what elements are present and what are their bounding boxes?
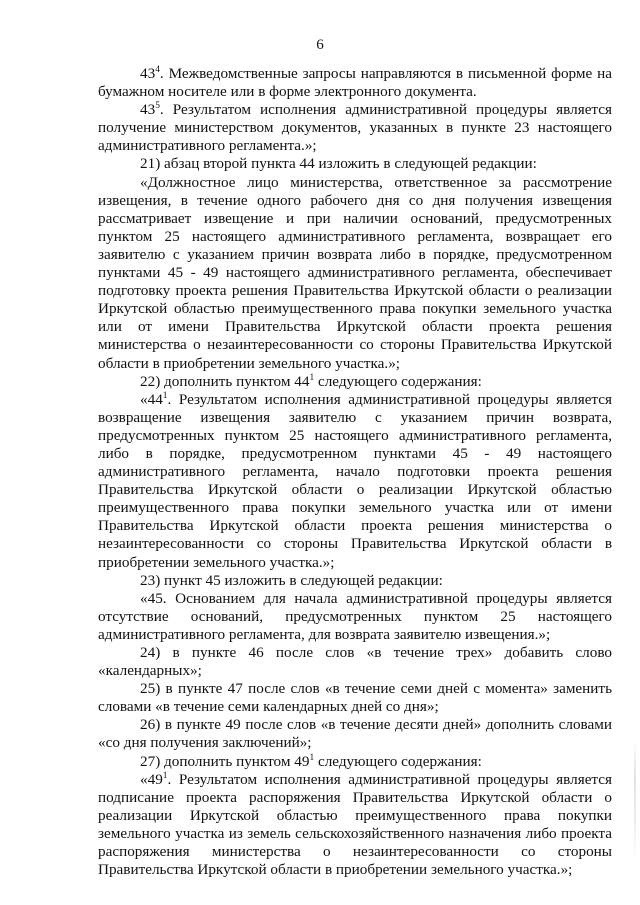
paragraph-prefix: «49: [140, 770, 163, 788]
paragraph-43-5: [98, 101, 612, 155]
paragraph-text: . Результатом исполнения административной процедуры является получение министерством документов, указанных в пункте 23 настоящего административного регламента.»;: [98, 101, 612, 155]
paragraph-prefix: 43: [140, 101, 156, 119]
paragraph-text: 26) в пункте 49 после слов «в течение десяти дней» дополнить словами «со дня получения заключений»;: [98, 716, 612, 752]
paragraph-text: . Результатом исполнения административной процедуры является подписание проекта распоряжения Правительства Иркутской области о реализации Иркутской областью преимущественного права покупки земельного участка из земель сельскохозяйственного назначения либо проекта распоряжения министерства о незаинтересованности со стороны Правительства Иркутской области в приобретении земельного участка.»;: [98, 770, 612, 879]
superscript: 1: [309, 752, 315, 763]
paragraph-item-26: [98, 716, 612, 752]
paragraph-text: «Должностное лицо министерства, ответственное за рассмотрение извещения, в течение одного рабочего дня со дня получения извещения рассматривает извещение и при наличии оснований, предусмотренных пунктом 25 настоящего административного регламента, возвращает его заявителю с указанием причин возврата либо в порядке, предусмотренном пунктами 45 - 49 настоящего административного регламента, обеспечивает подготовку проекта решения Правительства Иркутской области о реализации Иркутской областью преимущественного права покупки земельного участка или от имени Правительства Иркутской области проекта решения министерства о незаинтересованности со стороны Правительства Иркутской области в приобретении земельного участка.»;: [98, 173, 612, 372]
paragraph-item-25: [98, 680, 612, 716]
paragraph-text: 24) в пункте 46 после слов «в течение трех» добавить слово «календарных»;: [98, 644, 612, 680]
paragraph-text: . Результатом исполнения административной процедуры является возвращение извещения заявителю с указанием причин возврата, предусмотренных пунктом 25 настоящего административного регламента, либо в порядке, предусмотренном пунктами 45 - 49 настоящего административного регламента, начало подготовки проекта решения Правительства Иркутской области о реализации Иркутской областью преимущественного права покупки земельного участка или от имени Правительства Иркутской области проекта решения министерства о незаинтересованности со стороны Правительства Иркутской области в приобретении земельного участка.»;: [98, 390, 612, 571]
paragraph-item-22: [98, 373, 612, 391]
paragraph-text: 25) в пункте 47 после слов «в течение семи дней с момента» заменить словами «в течение семи календарных дней со дня»;: [98, 680, 612, 716]
paragraph-item-23: [98, 572, 612, 590]
paragraph-text: 23) пункт 45 изложить в следующей редакции:: [140, 571, 443, 589]
document-body: [98, 65, 612, 879]
paragraph-text: следующего содержания:: [314, 752, 482, 770]
paragraph-item-21: [98, 155, 612, 173]
paragraph-prefix: 22) дополнить пунктом 44: [140, 372, 310, 390]
paragraph-item-27: [98, 753, 612, 771]
paragraph-prefix: 27) дополнить пунктом 49: [140, 752, 310, 770]
superscript: 1: [309, 372, 315, 383]
paragraph-43-4: [98, 65, 612, 101]
paragraph-45: [98, 590, 612, 644]
paragraph-text: следующего содержания:: [314, 372, 482, 390]
superscript: 1: [162, 770, 168, 781]
paragraph-item-21-text: [98, 174, 612, 373]
superscript: 5: [155, 101, 160, 112]
page-number: 6: [316, 37, 324, 53]
paragraph-text: 21) абзац второй пункта 44 изложить в следующей редакции:: [140, 155, 537, 173]
scan-edge-mark: [634, 740, 636, 860]
paragraph-item-24: [98, 644, 612, 680]
paragraph-prefix: «44: [140, 390, 163, 408]
superscript: 1: [162, 390, 168, 401]
paragraph-44-1: [98, 391, 612, 572]
superscript: 4: [155, 64, 160, 75]
paragraph-49-1: [98, 771, 612, 880]
paragraph-text: «45. Основанием для начала административной процедуры является отсутствие оснований, предусмотренных пунктом 25 настоящего административного регламента, для возврата заявителю извещения.»;: [98, 589, 612, 643]
paragraph-prefix: 43: [140, 65, 156, 82]
paragraph-text: . Межведомственные запросы направляются в письменной форме на бумажном носителе или в форме электронного документа.: [98, 65, 612, 101]
